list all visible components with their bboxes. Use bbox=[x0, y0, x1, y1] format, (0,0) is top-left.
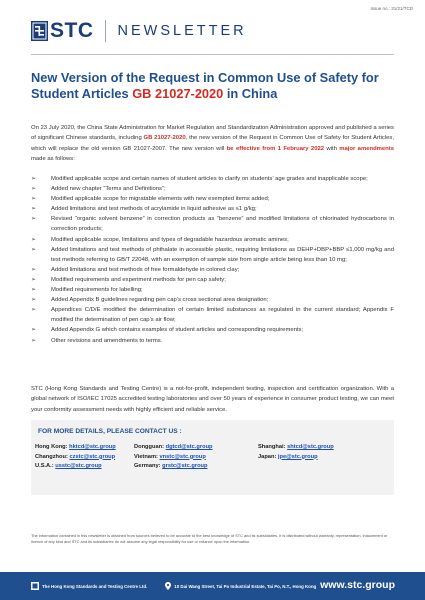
contact-box bbox=[31, 420, 394, 495]
list-item-text: Other revisions and amendments to terms. bbox=[51, 337, 163, 344]
arrow-bullet-icon: ➢ bbox=[31, 196, 37, 203]
intro-text-2: , the new version of the Request in Common Use of Safety for Student Articles, which will replace the old version GB 21027-2007. The new version will bbox=[31, 135, 394, 152]
list-item-text: Added new chapter “Terms and Definitions”; bbox=[51, 186, 166, 193]
contact-label: U.S.A.: bbox=[35, 463, 56, 470]
list-item-text: Revised “organic solvent benzene” in correction products as “benzene” and modified limitations of chlorinated hydrocarbons in correction products; bbox=[51, 216, 394, 233]
arrow-bullet-icon: ➢ bbox=[31, 276, 37, 283]
intro-text-4: made as follows: bbox=[31, 155, 75, 162]
email-link-usa[interactable]: usstc@stc.group bbox=[55, 463, 102, 470]
list-item bbox=[31, 295, 394, 305]
contact-usa bbox=[35, 462, 134, 472]
contact-japan bbox=[258, 453, 318, 463]
list-item bbox=[31, 194, 394, 204]
intro-text-1: On 23 July 2020, the China State Administration for Market Regulation and Standardization Administration approved and published a series of significant Chinese standards, including bbox=[31, 125, 394, 142]
list-item bbox=[31, 336, 394, 346]
list-item bbox=[31, 275, 394, 285]
logo-text: STC bbox=[50, 19, 94, 42]
contact-germany bbox=[134, 462, 258, 472]
list-item-text: Modified applicable scope for migratable elements with new exempted items added; bbox=[51, 196, 270, 203]
arrow-bullet-icon: ➢ bbox=[31, 297, 37, 304]
list-item bbox=[31, 214, 394, 234]
contact-label: Changzhou: bbox=[35, 453, 70, 460]
contact-dongguan bbox=[134, 443, 258, 453]
stc-logo-icon bbox=[31, 21, 48, 41]
contact-label: Germany: bbox=[134, 463, 163, 470]
arrow-bullet-icon: ➢ bbox=[31, 176, 37, 182]
list-item-text: Appendices C/D/E modified the determination of certain limited substances as regulated in the current standard; Appendix F modified the determination of pen cap’s air flow; bbox=[51, 307, 394, 324]
title-standard-code: GB 21027-2020 bbox=[132, 86, 224, 101]
title-part-1: New Version of the Request in Common Use of Safety for Student Articles bbox=[31, 70, 379, 101]
footer-address bbox=[165, 582, 316, 590]
email-link-shanghai[interactable]: shtcd@stc.group bbox=[287, 444, 334, 450]
arrow-bullet-icon: ➢ bbox=[31, 236, 37, 243]
list-item bbox=[31, 265, 394, 275]
footer-company bbox=[31, 582, 147, 590]
issue-number: Issue no.: 31/21/TCD bbox=[370, 6, 413, 11]
list-item bbox=[31, 235, 394, 245]
footer-company-name: The Hong Kong Standards and Testing Centre Ltd. bbox=[42, 583, 148, 589]
email-link-vietnam[interactable]: vnstc@stc.group bbox=[159, 453, 206, 460]
newsletter-header bbox=[31, 14, 247, 48]
list-item-text: Added limitations and test methods of free formaldehyde in colored clay; bbox=[51, 266, 240, 273]
arrow-bullet-icon: ➢ bbox=[31, 287, 37, 294]
article-title bbox=[31, 70, 395, 102]
intro-highlight-standard: GB 21027-2020 bbox=[143, 135, 186, 142]
list-item bbox=[31, 285, 394, 295]
contact-heading: FOR MORE DETAILS, PLEASE CONTACT US : bbox=[38, 428, 182, 435]
list-item bbox=[31, 174, 394, 184]
contact-grid bbox=[35, 443, 390, 472]
stc-logo-icon bbox=[31, 582, 39, 590]
contact-row bbox=[35, 453, 390, 463]
contact-label: Vietnam: bbox=[134, 453, 160, 460]
header-divider bbox=[105, 20, 106, 42]
email-link-hong-kong[interactable]: hktcd@stc.group bbox=[69, 444, 116, 450]
intro-paragraph bbox=[31, 123, 394, 164]
contact-changzhou bbox=[35, 453, 134, 463]
stc-logo bbox=[31, 19, 94, 43]
contact-label: Shanghai: bbox=[258, 444, 288, 450]
arrow-bullet-icon: ➢ bbox=[31, 216, 37, 223]
list-item-text: Modified applicable scope, limitations and types of degradable hazardous aromatic amines; bbox=[51, 236, 289, 243]
arrow-bullet-icon: ➢ bbox=[31, 337, 37, 344]
contact-row bbox=[35, 443, 390, 453]
list-item-text: Added limitations and test methods of phthalate in accessible plastic, requiring limitations as DEHP+DBP+BBP ≤1,000 mg/kg and test methods referring to GB/T 22048, with an exemption of sample size from single article being less than 10 mg; bbox=[51, 246, 394, 263]
contact-hong-kong bbox=[35, 443, 134, 453]
website-link[interactable]: www.stc.group bbox=[320, 579, 395, 591]
arrow-bullet-icon: ➢ bbox=[31, 266, 37, 273]
contact-label: Dongguan: bbox=[134, 444, 166, 450]
list-item-text: Modified requirements for labelling; bbox=[51, 287, 143, 294]
location-pin-icon bbox=[165, 582, 171, 590]
arrow-bullet-icon: ➢ bbox=[31, 206, 37, 213]
list-item-text: Added Appendix G which contains examples of student articles and corresponding requirements; bbox=[51, 327, 304, 334]
arrow-bullet-icon: ➢ bbox=[31, 246, 37, 253]
contact-label: Japan: bbox=[258, 453, 278, 460]
footer-bar bbox=[0, 572, 425, 600]
email-link-germany[interactable]: grstc@stc.group bbox=[162, 463, 208, 470]
newsletter-title: NEWSLETTER bbox=[117, 23, 247, 39]
list-item bbox=[31, 305, 394, 325]
intro-highlight-amendments: major amendments bbox=[339, 145, 395, 152]
arrow-bullet-icon: ➢ bbox=[31, 307, 37, 314]
amendments-list bbox=[31, 174, 394, 346]
footer-address-text: 10 Dai Wang Street, Tai Po Industrial Estate, Tai Po, N.T., Hong Kong bbox=[174, 583, 317, 589]
list-item-text: Modified applicable scope and certain names of student articles to clarify on students’ age grades and inapplicable scope; bbox=[51, 176, 368, 182]
email-link-japan[interactable]: jpe@stc.group bbox=[277, 453, 318, 460]
list-item bbox=[31, 204, 394, 214]
contact-row bbox=[35, 462, 390, 472]
contact-shanghai bbox=[258, 443, 334, 453]
title-part-2: in China bbox=[223, 86, 278, 101]
disclaimer: The information contained in this newsletter is obtained from sources believed to be accurate to the best knowledge of STC and its subsidiaries. It is distributed without warranty, representation, inducement or licence of any kind and STC and its subsidiaries do not assume any legal responsibility for use or reliance upon the information. bbox=[31, 533, 388, 544]
list-item-text: Modified requirements and experiment methods for pen cap safety; bbox=[51, 276, 226, 283]
list-item bbox=[31, 184, 394, 194]
email-link-changzhou[interactable]: czstc@stc.group bbox=[69, 453, 116, 460]
list-item-text: Added Appendix B guidelines regarding pen cap’s cross sectional area designation; bbox=[51, 297, 269, 304]
arrow-bullet-icon: ➢ bbox=[31, 327, 37, 334]
intro-text-3: with bbox=[324, 145, 340, 152]
contact-label: Hong Kong: bbox=[35, 444, 70, 450]
list-item bbox=[31, 325, 394, 335]
list-item bbox=[31, 245, 394, 265]
intro-highlight-date: be effective from 1 February 2022 bbox=[226, 145, 325, 152]
header-rule bbox=[31, 54, 394, 55]
contact-vietnam bbox=[134, 453, 258, 463]
list-item-text: Added limitations and test methods of acrylamide in liquid adhesive as ≤1 g/kg; bbox=[51, 206, 257, 213]
about-stc-paragraph: STC (Hong Kong Standards and Testing Centre) is a not-for-profit, independent testing, inspection and certification organization. With a global network of ISO/IEC 17025 accredited testing laboratories and over 50 years of experience in consumer product testing, we can meet your conformity assessment needs with highly efficient and reliable service. bbox=[31, 386, 394, 413]
arrow-bullet-icon: ➢ bbox=[31, 186, 37, 193]
email-link-dongguan[interactable]: dgtcd@stc.group bbox=[165, 444, 213, 450]
